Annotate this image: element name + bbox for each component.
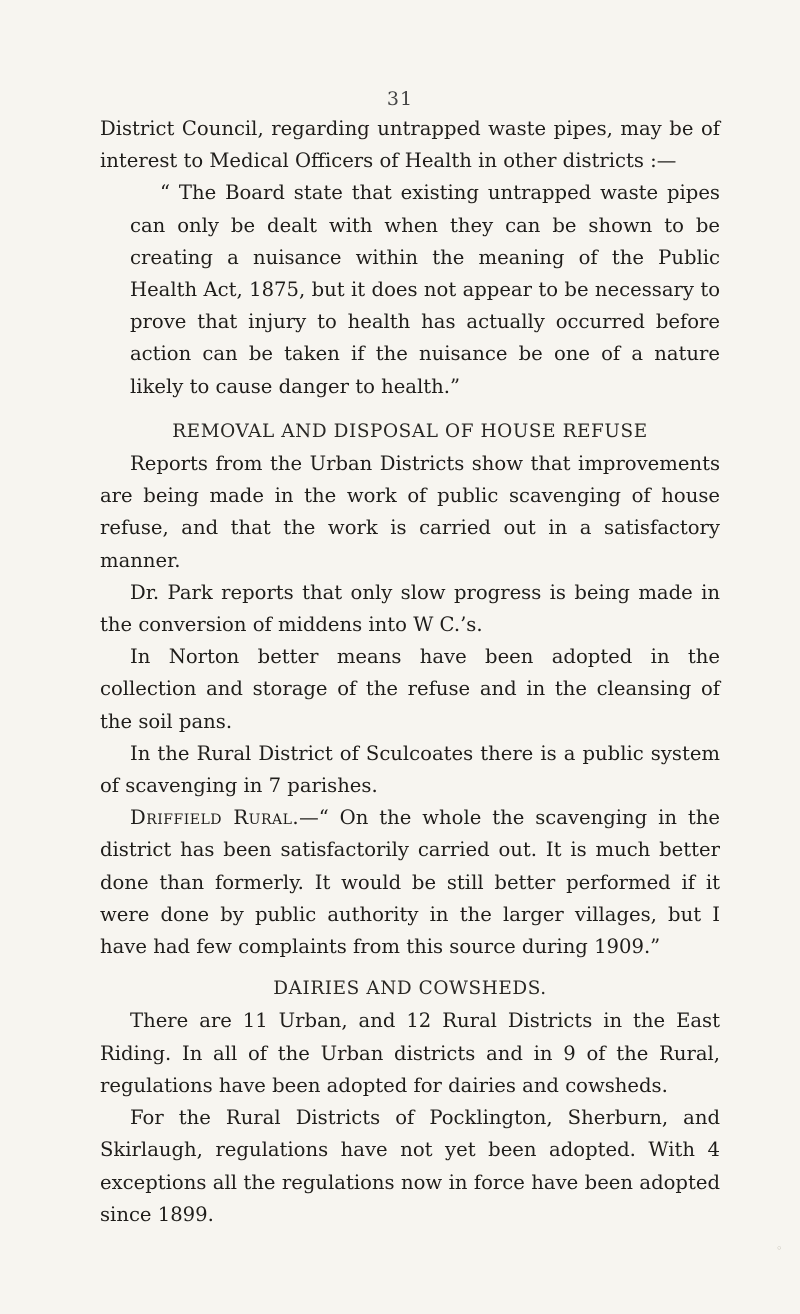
refuse-paragraph-2: Dr. Park reports that only slow progress is being made in the conversion of middens into W C.’s. (100, 580, 720, 637)
driffield-paragraph (100, 802, 720, 963)
driffield-label: Driffield Rural. (130, 806, 300, 830)
driffield-text: —“ On the whole the scavenging in the district has been satisfactorily carried out. It is much better done than formerly. It would be still better performed if it were done by public authority in the larger villages, but I have had few complaints from this source during 1909.” (100, 806, 720, 959)
refuse-paragraph-3: In Norton better means have been adopted in the collection and storage of the refuse and in the cleansing of the soil pans. (100, 645, 720, 733)
page-smudge-mark: ◦ (776, 1242, 783, 1255)
page-number: 31 (386, 88, 414, 110)
refuse-paragraph-1: Reports from the Urban Districts show that improvements are being made in the work of public scavenging of house refuse, and that the work is carried out in a satisfactory manner. (100, 452, 720, 572)
section-heading-dairies: DAIRIES AND COWSHEDS. (273, 978, 547, 1000)
section-heading-refuse: REMOVAL AND DISPOSAL OF HOUSE REFUSE (172, 420, 648, 442)
dairies-paragraph-1: There are 11 Urban, and 12 Rural Districts in the East Riding. In all of the Urban districts and in 9 of the Rural, regulations have been adopted for dairies and cowsheds. (100, 1009, 720, 1097)
intro-paragraph: District Council, regarding untrapped waste pipes, may be of interest to Medical Officers of Health in other districts :— (100, 117, 720, 173)
refuse-paragraph-4: In the Rural District of Sculcoates there is a public system of scavenging in 7 parishes. (100, 741, 720, 798)
page-body (100, 113, 720, 1231)
board-quote-paragraph: “ The Board state that existing untrapped waste pipes can only be dealt with when they can be shown to be creating a nuisance within the meaning of the Public Health Act, 1875, but it does not appear to be necessary to prove that injury to health has actually occurred before action can be taken if the nuisance be one of a nature likely to cause danger to health.” (130, 181, 720, 398)
dairies-paragraph-2: For the Rural Districts of Pocklington, Sherburn, and Skirlaugh, regulations have not yet been adopted. With 4 exceptions all the regulations now in force have been adopted since 1899. (100, 1106, 720, 1226)
